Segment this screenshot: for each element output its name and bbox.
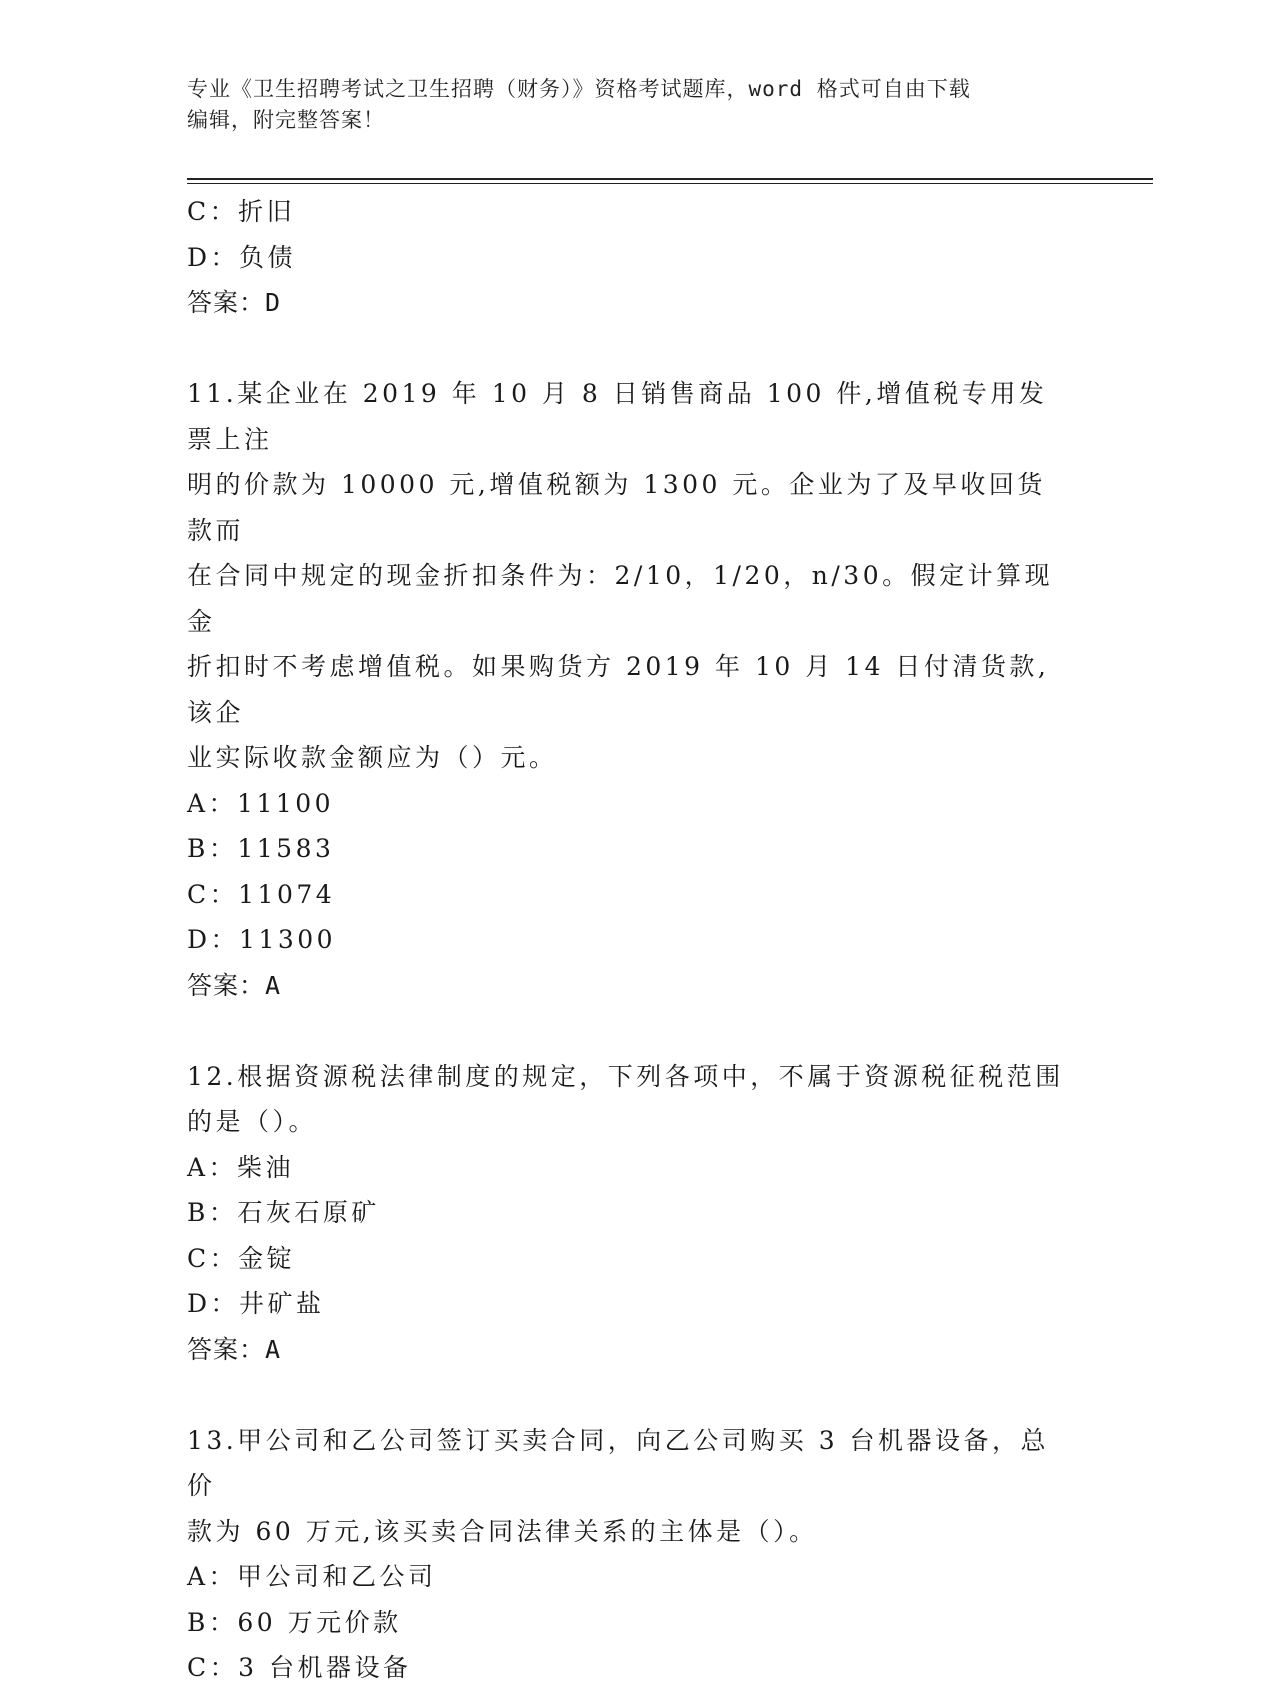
header-divider-thick — [187, 178, 1153, 180]
question-11 — [187, 371, 1067, 1008]
question-text — [187, 371, 1067, 781]
answer-line — [187, 1327, 1067, 1373]
document-header — [187, 74, 1087, 136]
document-body — [187, 189, 1067, 1691]
question-text — [187, 1054, 1067, 1145]
header-divider-thin — [187, 183, 1153, 184]
answer-line — [187, 280, 1067, 326]
question-text — [187, 1418, 1067, 1555]
question-line: 折扣时不考虑增值税。如果购货方 2019 年 10 月 14 日付清货款,该企 — [187, 652, 1050, 727]
option-c: C：11074 — [187, 879, 336, 909]
option-c: C：金锭 — [187, 1243, 296, 1273]
spacer — [187, 326, 1067, 372]
option-d: D：负债 — [187, 242, 297, 272]
header-line-1: 专业《卫生招聘考试之卫生招聘（财务）》资格考试题库，word 格式可自由下载 — [187, 77, 971, 101]
question-12 — [187, 1054, 1067, 1373]
option-a: A：11100 — [187, 788, 335, 818]
answer-line — [187, 963, 1067, 1009]
answer-value: D — [265, 288, 282, 317]
option-b: B：60 万元价款 — [187, 1607, 402, 1637]
option-a: A：甲公司和乙公司 — [187, 1562, 437, 1591]
option-c: C：3 台机器设备 — [187, 1653, 412, 1682]
answer-label: 答案： — [187, 288, 266, 317]
answer-value: A — [265, 970, 282, 1000]
question-line: 业实际收款金额应为（）元。 — [187, 743, 558, 772]
option-b: B：石灰石原矿 — [187, 1198, 380, 1227]
question-line: 11.某企业在 2019 年 10 月 8 日销售商品 100 件,增值税专用发票上注 — [187, 379, 1048, 454]
answer-value: A — [265, 1334, 282, 1364]
spacer — [187, 1372, 1067, 1418]
option-a: A：柴油 — [187, 1152, 295, 1182]
option-d: D：11300 — [187, 925, 337, 954]
option-b: B：11583 — [187, 834, 335, 863]
question-line: 明的价款为 10000 元,增值税额为 1300 元。企业为了及早收回货款而 — [187, 470, 1046, 545]
answer-label: 答案： — [187, 970, 266, 1000]
question-line: 12.根据资源税法律制度的规定，下列各项中，不属于资源税征税范围 — [187, 1061, 1064, 1091]
header-line-2: 编辑，附完整答案！ — [187, 108, 385, 132]
option-c: C：折旧 — [187, 197, 296, 226]
question-line: 13.甲公司和乙公司签订买卖合同，向乙公司购买 3 台机器设备，总价 — [187, 1425, 1050, 1500]
answer-label: 答案： — [187, 1334, 266, 1364]
question-line: 在合同中规定的现金折扣条件为：2/10，1/20，n/30。假定计算现金 — [187, 561, 1054, 636]
option-d: D：井矿盐 — [187, 1289, 325, 1318]
question-10-tail — [187, 189, 1067, 326]
question-line: 的是（）。 — [187, 1107, 318, 1136]
question-line: 款为 60 万元,该买卖合同法律关系的主体是（）。 — [187, 1516, 818, 1546]
spacer — [187, 1008, 1067, 1054]
